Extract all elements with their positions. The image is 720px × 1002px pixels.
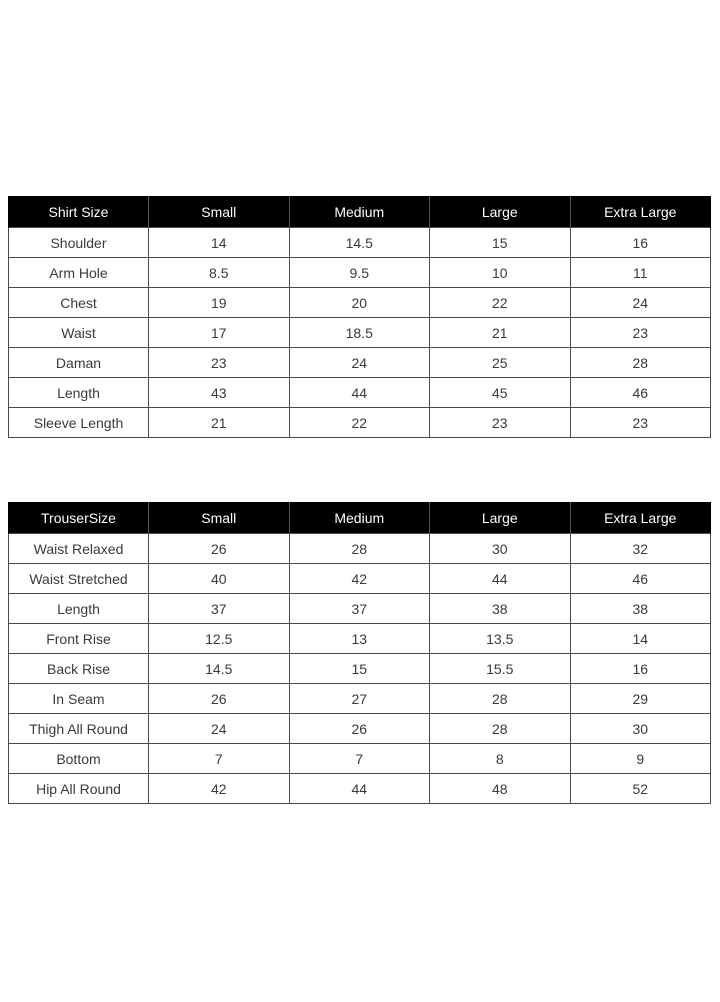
table-cell: 38 <box>430 594 571 624</box>
table-row <box>9 624 711 654</box>
table-cell: 42 <box>149 774 290 804</box>
table-row <box>9 744 711 774</box>
column-header: Large <box>430 502 571 534</box>
table-cell: 20 <box>289 288 430 318</box>
row-label: Hip All Round <box>9 774 149 804</box>
table-cell: 23 <box>149 348 290 378</box>
table-cell: 37 <box>289 594 430 624</box>
table-cell: 17 <box>149 318 290 348</box>
table-cell: 40 <box>149 564 290 594</box>
column-header: Small <box>149 502 290 534</box>
table-cell: 43 <box>149 378 290 408</box>
row-label: Bottom <box>9 744 149 774</box>
table-cell: 48 <box>430 774 571 804</box>
trouser-size-table <box>8 502 711 804</box>
table-cell: 7 <box>149 744 290 774</box>
table-cell: 24 <box>289 348 430 378</box>
table-cell: 16 <box>570 228 711 258</box>
table-cell: 21 <box>149 408 290 438</box>
column-header: TrouserSize <box>9 502 149 534</box>
column-header: Small <box>149 196 290 228</box>
row-label: Chest <box>9 288 149 318</box>
column-header: Extra Large <box>570 196 711 228</box>
table-row <box>9 684 711 714</box>
table-row <box>9 564 711 594</box>
table-header-row <box>9 196 711 228</box>
row-label: Length <box>9 378 149 408</box>
table-row <box>9 774 711 804</box>
table-cell: 30 <box>570 714 711 744</box>
table-cell: 11 <box>570 258 711 288</box>
table-cell: 24 <box>149 714 290 744</box>
table-cell: 26 <box>289 714 430 744</box>
table-row <box>9 534 711 564</box>
row-label: Daman <box>9 348 149 378</box>
row-label: Length <box>9 594 149 624</box>
table-cell: 18.5 <box>289 318 430 348</box>
table-cell: 44 <box>289 774 430 804</box>
table-row <box>9 654 711 684</box>
table-cell: 14 <box>149 228 290 258</box>
table-cell: 14.5 <box>289 228 430 258</box>
column-header: Large <box>430 196 571 228</box>
row-label: In Seam <box>9 684 149 714</box>
table-cell: 9.5 <box>289 258 430 288</box>
table-cell: 52 <box>570 774 711 804</box>
table-cell: 32 <box>570 534 711 564</box>
table-cell: 29 <box>570 684 711 714</box>
row-label: Front Rise <box>9 624 149 654</box>
table-cell: 26 <box>149 534 290 564</box>
table-cell: 28 <box>289 534 430 564</box>
column-header: Extra Large <box>570 502 711 534</box>
table-cell: 15.5 <box>430 654 571 684</box>
table-cell: 12.5 <box>149 624 290 654</box>
table-cell: 21 <box>430 318 571 348</box>
row-label: Waist <box>9 318 149 348</box>
table-cell: 24 <box>570 288 711 318</box>
table-cell: 14.5 <box>149 654 290 684</box>
table-cell: 28 <box>430 684 571 714</box>
table-row <box>9 318 711 348</box>
row-label: Sleeve Length <box>9 408 149 438</box>
table-cell: 23 <box>430 408 571 438</box>
table-cell: 30 <box>430 534 571 564</box>
table-cell: 13 <box>289 624 430 654</box>
table-cell: 15 <box>289 654 430 684</box>
table-cell: 46 <box>570 564 711 594</box>
table-cell: 28 <box>430 714 571 744</box>
table-cell: 28 <box>570 348 711 378</box>
table-cell: 38 <box>570 594 711 624</box>
table-cell: 8.5 <box>149 258 290 288</box>
table-cell: 22 <box>430 288 571 318</box>
table-cell: 15 <box>430 228 571 258</box>
table-cell: 23 <box>570 318 711 348</box>
table-cell: 19 <box>149 288 290 318</box>
table-cell: 44 <box>289 378 430 408</box>
table-cell: 44 <box>430 564 571 594</box>
row-label: Back Rise <box>9 654 149 684</box>
row-label: Thigh All Round <box>9 714 149 744</box>
table-row <box>9 258 711 288</box>
table-cell: 25 <box>430 348 571 378</box>
table-cell: 7 <box>289 744 430 774</box>
table-row <box>9 594 711 624</box>
table-header-row <box>9 502 711 534</box>
table-row <box>9 288 711 318</box>
table-cell: 26 <box>149 684 290 714</box>
table-cell: 8 <box>430 744 571 774</box>
column-header: Medium <box>289 502 430 534</box>
table-cell: 16 <box>570 654 711 684</box>
table-cell: 42 <box>289 564 430 594</box>
table-cell: 27 <box>289 684 430 714</box>
table-cell: 37 <box>149 594 290 624</box>
table-cell: 14 <box>570 624 711 654</box>
table-row <box>9 378 711 408</box>
table-row <box>9 228 711 258</box>
shirt-size-table <box>8 196 711 438</box>
column-header: Medium <box>289 196 430 228</box>
table-cell: 22 <box>289 408 430 438</box>
table-row <box>9 408 711 438</box>
table-row <box>9 714 711 744</box>
row-label: Waist Stretched <box>9 564 149 594</box>
row-label: Shoulder <box>9 228 149 258</box>
table-cell: 13.5 <box>430 624 571 654</box>
table-cell: 10 <box>430 258 571 288</box>
row-label: Waist Relaxed <box>9 534 149 564</box>
table-row <box>9 348 711 378</box>
row-label: Arm Hole <box>9 258 149 288</box>
table-cell: 46 <box>570 378 711 408</box>
table-cell: 9 <box>570 744 711 774</box>
column-header: Shirt Size <box>9 196 149 228</box>
table-cell: 45 <box>430 378 571 408</box>
table-cell: 23 <box>570 408 711 438</box>
